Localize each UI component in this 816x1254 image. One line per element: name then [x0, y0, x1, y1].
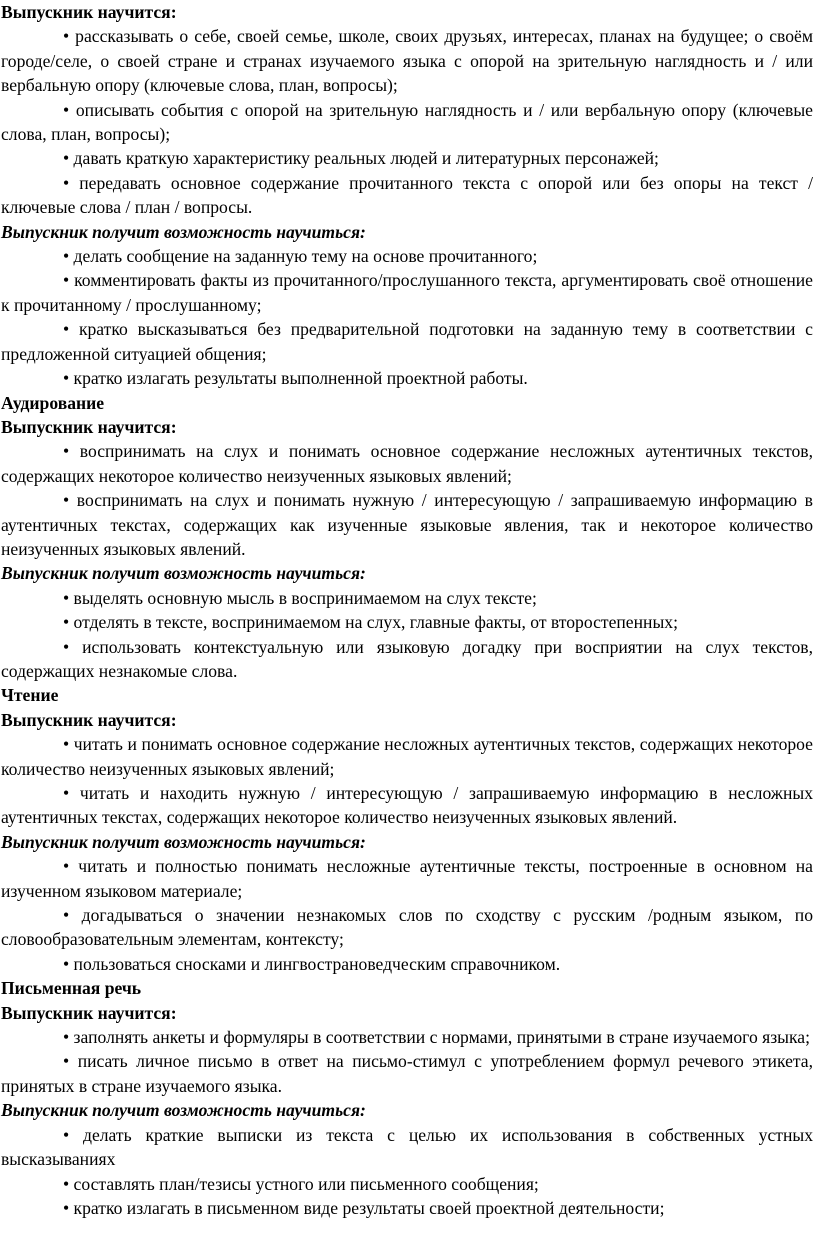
bullet-item: • составлять план/тезисы устного или письменного сообщения;: [63, 1173, 539, 1194]
bullet-item: • кратко высказываться без предварительной подготовки на заданную тему в соответствии с предложенной ситуацией общения;: [1, 319, 813, 364]
bullet-item: • отделять в тексте, воспринимаемом на слух, главные факты, от второстепенных;: [63, 612, 678, 633]
bullet-item: • кратко излагать результаты выполненной проектной работы.: [63, 368, 528, 389]
document-section: [0, 683, 813, 976]
document-section: [0, 976, 813, 1220]
document-section: [0, 391, 813, 684]
opportunity-block: [0, 220, 813, 391]
bullet-item: • выделять основную мысль в воспринимаемом на слух тексте;: [63, 587, 537, 608]
bullet-item: • комментировать факты из прочитанного/прослушанного текста, аргументировать своё отношение к прочитанному / прослушанному;: [1, 270, 813, 315]
learn-label: Выпускник научится:: [1, 709, 177, 730]
section-heading: Письменная речь: [1, 978, 142, 999]
opportunity-label: Выпускник получит возможность научиться:: [1, 1100, 366, 1121]
bullet-item: • описывать события с опорой на зрительную наглядность и / или вербальную опору (ключевые слова, план, вопросы);: [1, 99, 813, 145]
section-heading: Аудирование: [1, 392, 105, 413]
bullet-item: • писать личное письмо в ответ на письмо-стимул с употреблением формул речевого этикета, принятых в стране изучаемого языка.: [1, 1051, 813, 1096]
bullet-item: • читать и находить нужную / интересующую / запрашиваемую информацию в несложных аутентичных текстах, содержащих некоторое количество неизученных языковых явлений.: [1, 783, 813, 828]
opportunity-label: Выпускник получит возможность научиться:: [1, 831, 366, 852]
learn-label: Выпускник научится:: [1, 416, 177, 437]
bullet-item: • воспринимать на слух и понимать основное содержание несложных аутентичных текстов, содержащих некоторое количество неизученных языковых явлений;: [1, 441, 813, 486]
bullet-item: • читать и понимать основное содержание несложных аутентичных текстов, содержащих некоторое количество неизученных языковых явлений;: [1, 734, 813, 779]
bullet-item: • кратко излагать в письменном виде результаты своей проектной деятельности;: [63, 1197, 665, 1218]
opportunity-label: Выпускник получит возможность научиться:: [1, 221, 366, 242]
bullet-item: • воспринимать на слух и понимать нужную / интересующую / запрашиваемую информацию в аутентичных текстах, содержащих как изученные языковые явления, так и некоторое количество неизученных языковых явлений.: [1, 490, 813, 559]
opportunity-block: [0, 561, 813, 683]
document-section: [0, 0, 813, 391]
opportunity-block: [0, 830, 813, 976]
bullet-item: • делать краткие выписки из текста с целью их использования в собственных устных высказываниях: [1, 1124, 813, 1170]
learn-block: [0, 0, 813, 220]
bullet-item: • догадываться о значении незнакомых слов по сходству с русским /родным языком, по словообразовательным элементам, контексту;: [1, 905, 813, 950]
section-heading: Чтение: [1, 685, 59, 706]
bullet-item: • читать и полностью понимать несложные аутентичные тексты, построенные в основном на изученном языковом материале;: [1, 856, 813, 901]
learn-label: Выпускник научится:: [1, 2, 177, 22]
bullet-item: • передавать основное содержание прочитанного текста с опорой или без опоры на текст / ключевые слова / план / вопросы.: [1, 172, 813, 218]
learn-block: [0, 415, 813, 561]
learn-label: Выпускник научится:: [1, 1002, 177, 1023]
bullet-item: • делать сообщение на заданную тему на основе прочитанного;: [63, 246, 538, 267]
opportunity-block: [0, 1098, 813, 1220]
bullet-item: • пользоваться сносками и лингвострановедческим справочником.: [63, 953, 561, 974]
bullet-item: • заполнять анкеты и формуляры в соответствии с нормами, принятыми в стране изучаемого языка;: [63, 1027, 810, 1048]
learn-block: [0, 708, 813, 830]
learn-block: [0, 1001, 813, 1099]
bullet-item: • рассказывать о себе, своей семье, школе, своих друзьях, интересах, планах на будущее; о своём городе/селе, о своей стране и странах изучаемого языка с опорой на зрительную наглядность и / или вербальную опору (ключевые слова, план, вопросы);: [1, 26, 813, 96]
bullet-item: • давать краткую характеристику реальных людей и литературных персонажей;: [63, 148, 659, 169]
opportunity-label: Выпускник получит возможность научиться:: [1, 563, 366, 584]
bullet-item: • использовать контекстуальную или языковую догадку при восприятии на слух текстов, содержащих незнакомые слова.: [1, 636, 813, 681]
